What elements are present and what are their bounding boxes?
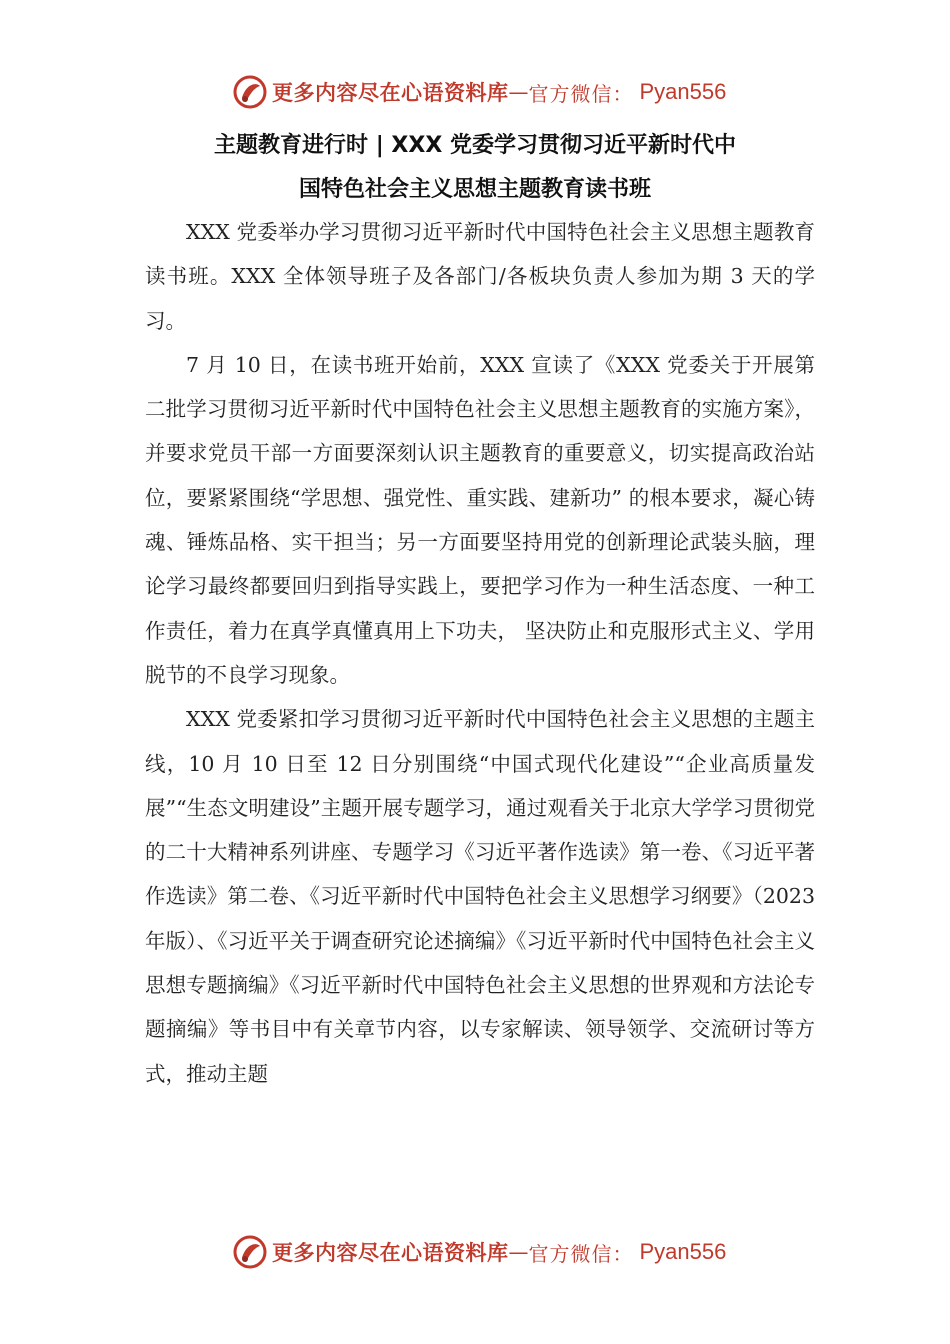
paragraph-1: XXX 党委举办学习贯彻习近平新时代中国特色社会主义思想主题教育读书班。XXX 全体领导班子及各部门/各板块负责人参加为期 3 天的学习。 <box>145 220 815 333</box>
document-title-line1: 主题教育进行时 | XXX 党委学习贯彻习近平新时代中 <box>214 133 736 158</box>
paragraph-2: 7 月 10 日，在读书班开始前，XXX 宣读了《XXX 党委关于开展第二批学习贯彻习近平新时代中国特色社会主义思想主题教育的实施方案》，并要求党员干部一方面要深刻认识主题教育的重要意义，切实提高政治站位，要紧紧围绕“学思想、强党性、重实践、建新功” 的根本要求，凝心铸魂、锤炼品格、实干担当；另一方面要坚持用党的创新理论武装头脑，理论学习最终都要回归到指导实践上，要把学习作为一种生活态度、一种工作责任，着力在真学真懂真用上下功夫， 坚决防止和克服形式主义、学用脱节的不良学习现象。 <box>145 352 815 687</box>
footer-banner-wechat-id: Pyan556 <box>639 1239 727 1264</box>
quill-swirl-logo-icon <box>232 74 268 110</box>
document-body <box>145 210 815 1096</box>
banner-dash: — <box>508 80 529 104</box>
header-banner <box>232 72 726 112</box>
footer-banner-text: 更多内容尽在心语资料库 <box>272 1240 509 1265</box>
footer-banner <box>232 1232 726 1272</box>
footer-banner-dash: — <box>508 1240 529 1264</box>
quill-swirl-logo-icon <box>232 1234 268 1270</box>
banner-wechat-id: Pyan556 <box>639 79 727 104</box>
banner-text: 更多内容尽在心语资料库 <box>272 80 509 105</box>
document-title-line2: 国特色社会主义思想主题教育读书班 <box>298 177 651 202</box>
paragraph-3: XXX 党委紧扣学习贯彻习近平新时代中国特色社会主义思想的主题主线，10 月 10 日至 12 日分别围绕“中国式现代化建设”“企业高质量发展”“生态文明建设”主题开展专题学习，通过观看关于北京大学学习贯彻党的二十大精神系列讲座、专题学习《习近平著作选读》第一卷、《习近平著作选读》第二卷、《习近平新时代中国特色社会主义思想学习纲要》（2023 年版）、《习近平关于调查研究论述摘编》《习近平新时代中国特色社会主义思想专题摘编》《习近平新时代中国特色社会主义思想的世界观和方法论专题摘编》等书目中有关章节内容，以专家解读、领导领学、交流研讨等方式，推动主题 <box>145 707 815 1086</box>
banner-official-label: 官方微信： <box>528 81 634 106</box>
footer-banner-official-label: 官方微信： <box>528 1241 634 1266</box>
